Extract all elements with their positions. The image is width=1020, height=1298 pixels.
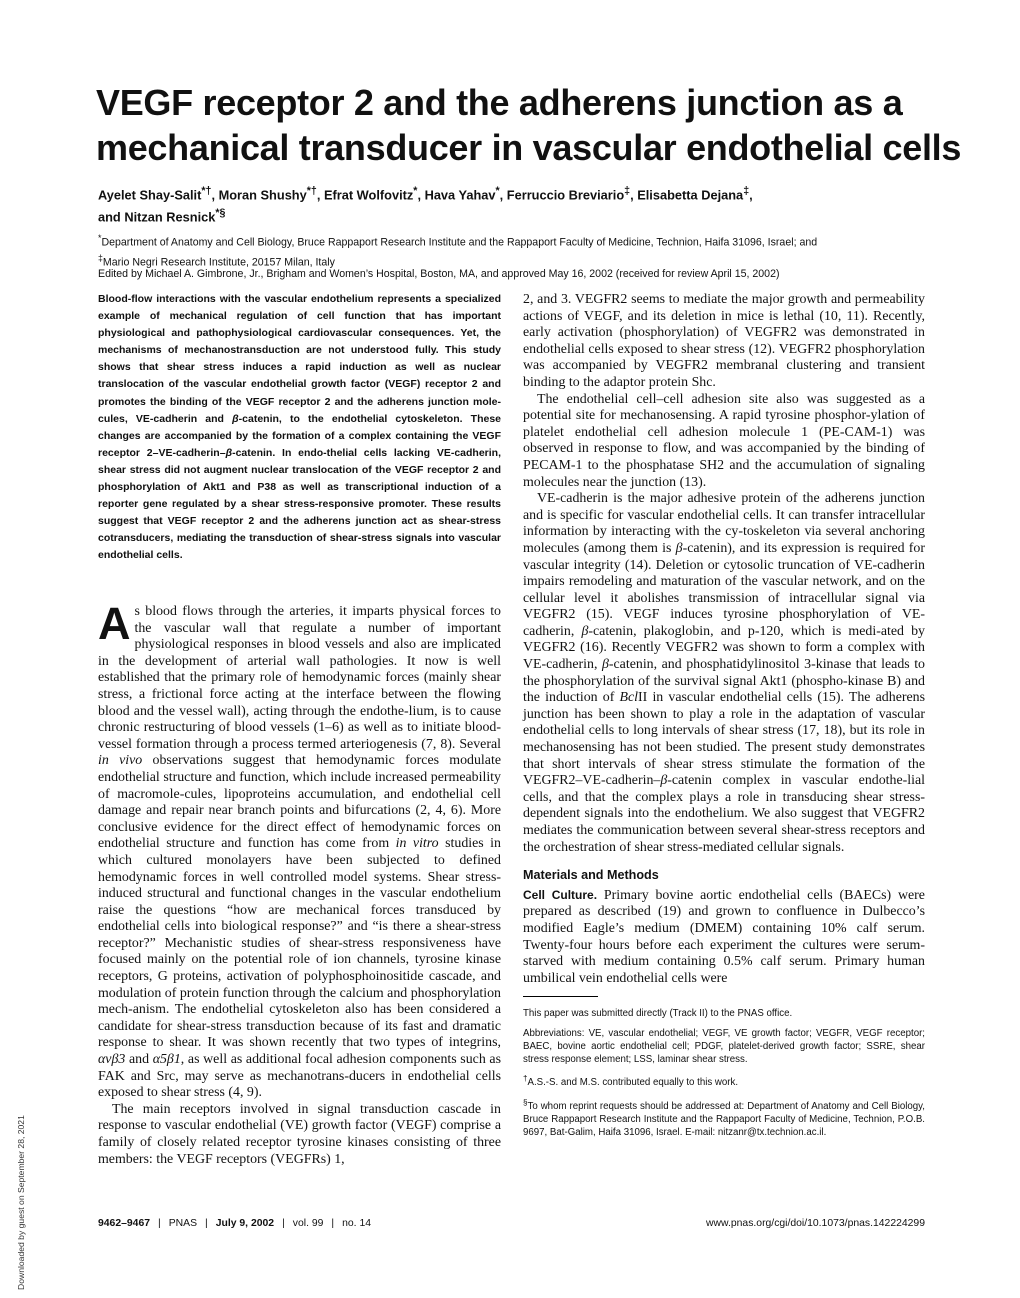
affiliation-line: Mario Negri Research Institute, 20157 Milan, Italy [102,256,335,269]
volume: vol. 99 [292,1218,324,1229]
body-paragraph [98,598,501,1102]
issue-date: July 9, 2002 [215,1218,275,1229]
affiliation-mark: * [98,233,102,243]
author-name: Moran Shushy [218,187,307,203]
author-mark: ‡ [743,185,750,197]
body-column-right [523,292,925,1145]
author-name: Elisabetta Dejana [637,187,744,203]
author-mark: ‡ [624,185,631,197]
author-name: Ferruccio Breviario [506,187,625,203]
body-text: observations suggest that hemodynamic forces modulate endothelial structure and function, which include increased permeability of macromole-cules, lipoproteins accumulation, and endothelial cell damage and repair near branch points and bifurcations (2, 4, 6). More conclusive evidence for the direct effect of hemodynamic forces on endothelial structure and function has come from [98,753,501,852]
author-list: Ayelet Shay-Salit*†, Moran Shushy*†, Efrat Wolfovitz*, Hava Yahav*, Ferruccio Breviario‡, Elisabetta Dejana‡, and Nitzan Resnick*§ [98,185,753,225]
affiliations [98,231,938,270]
body-text: and [125,1052,153,1068]
footnote: Abbreviations: VE, vascular endothelial; VEGF, VE growth factor; VEGFR, VEGF receptor; BAEC, bovine aortic endothelial cell; PDGF, platelet-derived growth factor; SSRE, shear stress response element; LSS, laminar shear stress. [523,1027,925,1065]
body-paragraph: The endothelial cell–cell adhesion site also was suggested as a potential site for mechanosensing. A rapid tyrosine phosphor-ylation of platelet endothelial cell adhesion molecule 1 (PE-CAM-1) was observed in response to flow, and was accompanied by the binding of PECAM-1 to the phosphatase SH2 and the accumulation of signaling molecules near the junction (13). [523,391,925,490]
body-text: Primary bovine aortic endothelial cells (BAECs) were prepared as described (19) and grown to confluence in Dulbecco’s modified Eagle’s medium (DMEM) containing 10% calf serum. Twenty-four hours before each experiment the cultures were serum-starved with medium containing 0.5% calf serum. Primary human umbilical vein endothelial cells were [523,887,925,986]
footer-citation [98,1218,371,1229]
title-line-2: mechanical transducer in vascular endothelial cells [96,127,962,168]
author-name: Ayelet Shay-Salit [98,187,202,203]
footnote-mark: § [523,1097,528,1107]
body-paragraph [523,887,925,988]
footer-separator: | [331,1218,335,1229]
body-text: -catenin), and its expression is required for vascular integrity (14). Deletion or cytosolic truncation of VE-cadherin impairs remodeling and maturation of the vascular network, and on the cellular level it abolishes transmission of intracellular signal via VEGFR2 (15). VEGF induces tyrosine phosphorylation of VE-cadherin, [523,540,925,639]
section-heading: Materials and Methods [523,868,659,883]
page-range: 9462–9467 [98,1218,151,1229]
author-mark: *† [201,185,212,197]
integrin-name: αvβ3 [98,1052,126,1068]
body-text: , as well as additional focal adhesion components such as FAK and Src, may serve as mechanotrans-ducers in endothelial cells exposed to shear stress (4, 9). [98,1052,501,1101]
download-watermark [16,1115,30,1290]
author-conjunction: and [98,209,121,225]
author-mark: *§ [215,207,226,220]
article-title [96,80,962,170]
doi-link[interactable]: www.pnas.org/cgi/doi/10.1073/pnas.142224299 [706,1218,925,1229]
body-text: s blood flows through the arteries, it imparts physical forces to the vascular wall that regulate a number of important physiological responses in blood vessels and also are implicated in the development of arterial wall pathologies. It now is well established that the primary role of hemodynamic forces (mainly shear stress, a frictional force acting at the interface between the flowing blood and the vessel wall), acting through the endothe-lium, is to cause chronic restructuring of blood vessels (1–6) as well as to initiate blood-vessel formation through a process termed arteriogenesis (7, 8). Several [98,604,501,752]
greek-beta: β [660,773,668,789]
body-column-left [98,598,501,1168]
greek-beta: β [232,412,239,425]
footnote [523,1096,925,1140]
footnote-text: A.S.-S. and M.S. contributed equally to this work. [527,1077,739,1089]
italic-term: in vivo [98,753,143,769]
greek-beta: β [675,540,683,556]
abstract-text: -catenin, to the endothelial cytoskeleton. These changes are accompanied by the formation of a complex containing the VEGF receptor 2–VE-cadherin– [98,412,502,459]
footer-separator: | [205,1218,208,1229]
footer-separator: | [282,1218,285,1229]
greek-beta: β [225,446,233,459]
body-text: -catenin, and phosphatidylinositol 3-kinase that leads to the phosphorylation of the survival signal Akt1 (phospho-kinase B) and the induction of [523,657,925,706]
body-paragraph: The main receptors involved in signal transduction cascade in response to vascular endothelial (VE) growth factor (VEGF) comprise a family of closely related receptor tyrosine kinases consisting of three members: the VEGF receptors (VEGFRs) 1, [98,1101,501,1167]
author-mark: * [413,185,418,197]
author-name: Nitzan Resnick [124,209,216,225]
author-name: Efrat Wolfovitz [323,187,414,203]
greek-beta: β [601,657,609,673]
edited-by-line: Edited by Michael A. Gimbrone, Jr., Brigham and Women’s Hospital, Boston, MA, and approved May 16, 2002 (received for review April 15, 2002) [98,268,780,280]
body-text: -catenin complex in vascular endothe-lial cells, and that the complex plays a role in transducing shear stress-dependent signals into the endothelium. We also suggest that VEGFR2 mediates the communication between several shear-stress receptors and the orchestration of shear stress-mediated cellular signals. [523,773,925,855]
author-mark: *† [306,185,317,197]
affiliation-mark: ‡ [98,252,103,263]
gene-name: Bcl [619,690,639,706]
abstract-text: Blood-flow interactions with the vascular endothelium represents a specialized example of mechanical regulation of cell function that has important physiological and pathophysiological cardiovascular consequences. Yet, the mechanisms of mechanostransduction are not understood fully. This study shows that shear stress induces a rapid induction as well as nuclear translocation of the vascular endothelial growth factor (VEGF) receptor 2 and promotes the binding of the VEGF receptor 2 and the adherens junction mole-cules, VE-cadherin and [98,293,501,425]
greek-beta: β [581,623,589,639]
body-paragraph [523,491,925,856]
footnote-divider [523,996,598,997]
footnote: This paper was submitted directly (Track II) to the PNAS office. [523,1008,793,1020]
footnote-text: To whom reprint requests should be addressed at: Department of Anatomy and Cell Biology, Bruce Rappaport Research Institute and the Rappaport Faculty of Medicine, Technion, P.O.B. 9697, Bat-Galim, Haifa 31096, Israel. E-mail: nitzanr@tx.technion.ac.il. [523,1100,925,1139]
subsection-heading: Cell Culture. [523,887,598,902]
body-paragraph: 2, and 3. VEGFR2 seems to mediate the major growth and permeability actions of VEGF, and its deletion in mice is lethal (10, 11). Recently, early activation (phosphorylation) of VEGFR2 was demonstrated in endothelial cells exposed to shear stress (12). VEGFR2 phosphorylation was accompanied by VEGFR2 membranal clustering and transient binding to the adaptor protein Shc. [523,292,925,390]
issue-number: no. 14 [342,1218,371,1229]
abstract [98,291,501,565]
footnote [523,1072,925,1089]
body-text: VE-cadherin is the major adhesive protein of the adherens junction and is specific for vascular endothelial cells. It can transfer intracellular information by interacting with the cy-toskeleton via several anchoring molecules (among them is [523,491,925,556]
journal-name: PNAS [168,1218,198,1229]
integrin-name: α5β1 [152,1052,181,1068]
italic-term: in vitro [395,836,439,852]
page-footer [98,1218,925,1232]
body-text: -catenin, plakoglobin, and p-120, which is medi-ated by VEGFR2 (16). Recently VEGFR2 was shown to form a complex with VE-cadherin, [523,623,925,673]
drop-cap: A [98,598,131,649]
title-line-1: VEGF receptor 2 and the adherens junction as a [96,82,903,123]
footnote-mark: † [523,1074,528,1084]
affiliation-line: Department of Anatomy and Cell Biology, Bruce Rappaport Research Institute and the Rappaport Faculty of Medicine, Technion, Haifa 31096, Israel; and [101,236,818,249]
author-name: Hava Yahav [424,187,496,203]
download-note: Downloaded by guest on September 28, 2021 [16,1115,26,1290]
author-mark: * [495,185,500,197]
body-text: studies in which cultured monolayers have been subjected to defined hemodynamic forces in well controlled model systems. Shear stress-induced structural and functional changes in the vascular endothelium raise the questions “how are mechanical forces transduced by endothelial cells into biological response?” and “is there a shear-stress receptor?” Mechanistic studies of shear-stress responsiveness have focused mainly on the potential role of ion channels, tyrosine kinase receptors, G proteins, activation of polyphosphoinositide cascade, and modulation of protein function through the calcium and phosphorylation mech-anism. The endothelial cytoskeleton also has been considered a candidate for shear-stress transduction because of its fast and dramatic response to shear. It was shown recently that two types of integrins, [98,836,501,1051]
body-text: II in vascular endothelial cells (15). The adherens junction has been shown to play a role in the adaptation of vascular endothelial cells to long intervals of shear stress (17, 18), but its role in mechanosensing has not been studied. The present study demonstrates that short intervals of shear stress stimulate the formation of the VEGFR2–VE-cadherin– [523,690,925,789]
abstract-text: -catenin. In endo-thelial cells lacking VE-cadherin, shear stress did not augment nuclear translocation of the VEGF receptor 2 and phosphorylation of Akt1 and P38 as well as transcriptional induction of a reporter gene regulated by a shear stress-responsive promoter. These results suggest that VEGF receptor 2 and the adherens junction act as shear-stress cotransducers, mediating the transduction of shear-stress signals into vascular endothelial cells. [98,446,502,562]
footer-separator: | [158,1218,161,1229]
